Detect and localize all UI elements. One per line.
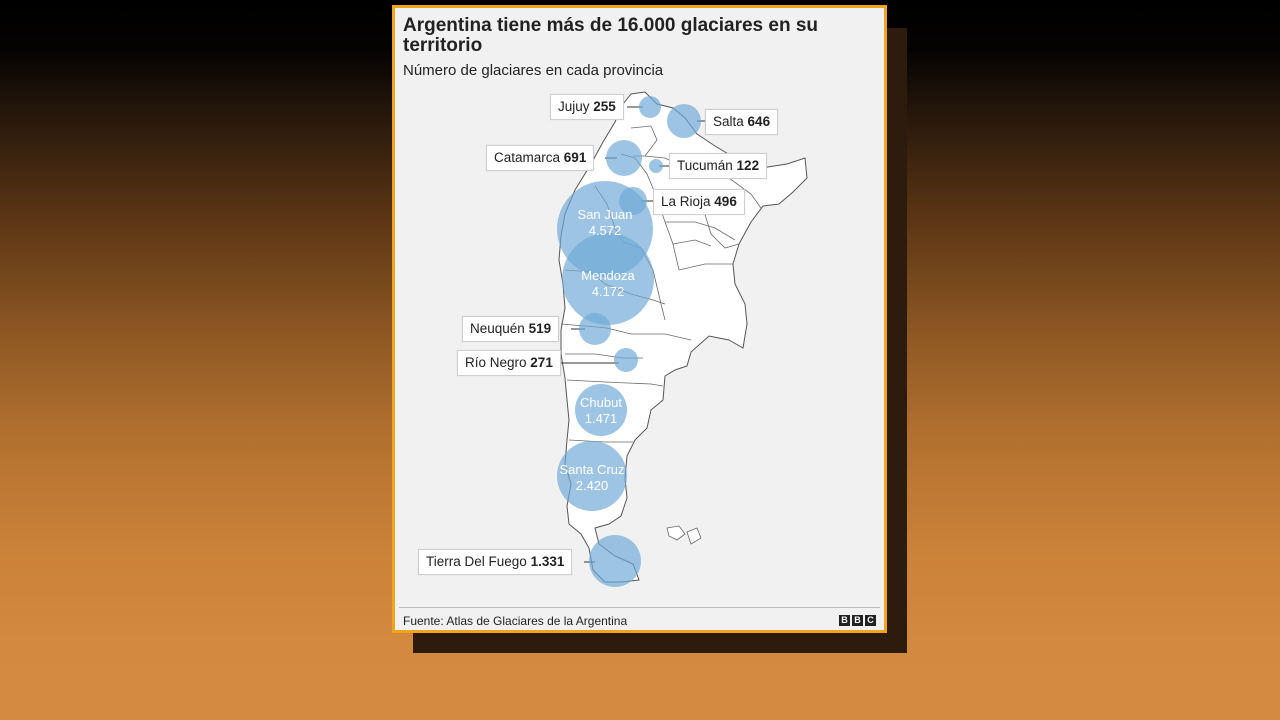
bubble-tierra-del-fuego (589, 535, 641, 587)
bbc-logo: B B C (839, 615, 876, 626)
label-jujuy: Jujuy 255 (550, 94, 624, 120)
argentina-map (395, 8, 884, 606)
inlabel-mendoza: Mendoza 4.172 (581, 268, 635, 299)
bubble-salta (667, 104, 701, 138)
label-salta: Salta 646 (705, 109, 778, 135)
chart-subtitle: Número de glaciares en cada provincia (403, 62, 664, 79)
infographic-card (392, 5, 887, 633)
bubble-catamarca (606, 140, 642, 176)
bubble-jujuy (639, 96, 661, 118)
label-tierra-del-fuego: Tierra Del Fuego 1.331 (418, 549, 572, 575)
chart-title: Argentina tiene más de 16.000 glaciares en su territorio (403, 15, 819, 56)
malvinas-islands (667, 526, 701, 544)
label-rio-negro: Río Negro 271 (457, 350, 561, 376)
inlabel-san-juan: San Juan 4.572 (577, 207, 633, 238)
bubble-rio-negro (614, 348, 638, 372)
label-catamarca: Catamarca 691 (486, 145, 594, 171)
label-la-rioja: La Rioja 496 (653, 189, 745, 215)
inlabel-santa-cruz: Santa Cruz 2.420 (559, 462, 625, 493)
bubble-neuquen (579, 313, 611, 345)
footer-divider (399, 607, 880, 608)
bubble-tucuman (649, 159, 663, 173)
label-tucuman: Tucumán 122 (669, 153, 767, 179)
source-note: Fuente: Atlas de Glaciares de la Argentina (403, 614, 628, 628)
label-neuquen: Neuquén 519 (462, 316, 559, 342)
inlabel-chubut: Chubut 1.471 (580, 395, 622, 426)
